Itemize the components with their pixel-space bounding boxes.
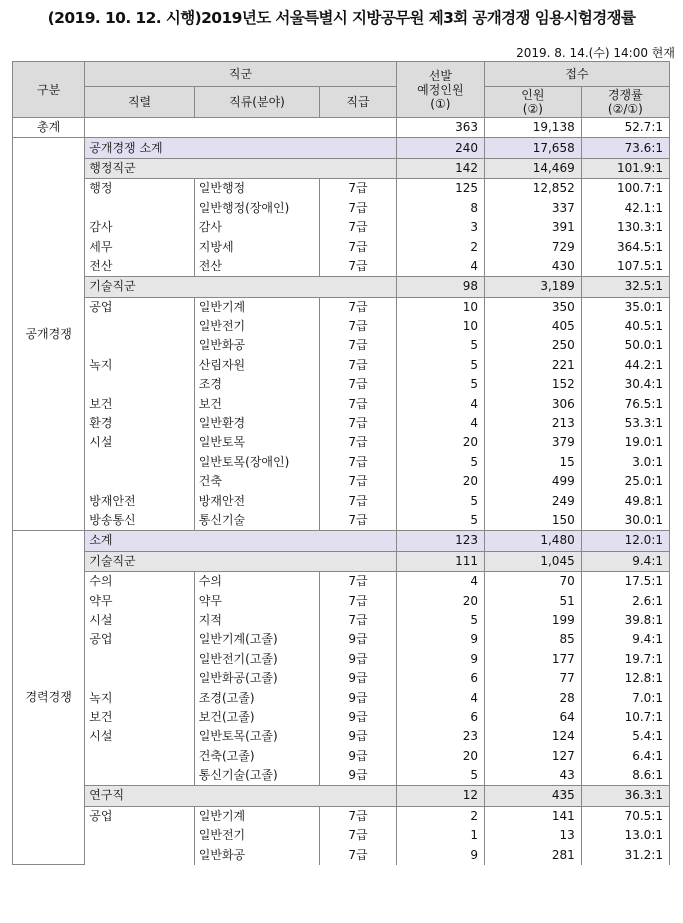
plan-cell: 5	[396, 511, 484, 531]
plan-cell: 363	[396, 118, 484, 138]
count-cell: 430	[484, 257, 581, 277]
count-cell: 15	[484, 453, 581, 472]
jikgeup-cell: 7급	[320, 591, 397, 610]
rate-cell: 10.7:1	[581, 708, 669, 727]
count-cell: 281	[484, 845, 581, 864]
jikryu-cell: 지방세	[194, 237, 319, 256]
jikryeol-cell: 수의	[85, 571, 195, 591]
jikgeup-cell: 9급	[320, 766, 397, 786]
table-row	[13, 375, 670, 394]
jikryeol-cell: 행정	[85, 179, 195, 199]
plan-cell: 10	[396, 317, 484, 336]
table-row	[13, 747, 670, 766]
header-jikryeol: 직렬	[85, 87, 195, 118]
report-date: 2019. 8. 14.(수) 14:00 현재	[516, 46, 675, 60]
table-row	[13, 317, 670, 336]
count-cell: 405	[484, 317, 581, 336]
jikryu-cell: 일반화공	[194, 336, 319, 355]
rate-cell: 31.2:1	[581, 845, 669, 864]
jikgeup-cell: 7급	[320, 356, 397, 375]
jikgeup-cell: 7급	[320, 179, 397, 199]
plan-cell: 4	[396, 394, 484, 413]
table-row	[13, 708, 670, 727]
jikgeup-cell: 7급	[320, 394, 397, 413]
jikgeup-cell: 7급	[320, 433, 397, 452]
jikgeup-cell: 9급	[320, 747, 397, 766]
rate-cell: 53.3:1	[581, 414, 669, 433]
count-cell: 250	[484, 336, 581, 355]
rate-cell: 2.6:1	[581, 591, 669, 610]
count-cell: 3,189	[484, 277, 581, 297]
group-label: 경력경쟁	[13, 531, 85, 865]
plan-cell: 123	[396, 531, 484, 551]
jikgeup-cell: 9급	[320, 708, 397, 727]
count-cell: 213	[484, 414, 581, 433]
jikryeol-cell	[85, 747, 195, 766]
header-jikgeup: 직급	[320, 87, 397, 118]
plan-cell: 5	[396, 336, 484, 355]
jikryu-cell: 일반기계	[194, 297, 319, 317]
table-row	[13, 414, 670, 433]
jikryu-cell: 일반토목	[194, 433, 319, 452]
rate-cell: 49.8:1	[581, 491, 669, 510]
plan-cell: 2	[396, 806, 484, 826]
table-row	[13, 453, 670, 472]
row-label: 공개경쟁 소계	[85, 138, 396, 158]
jikryu-cell: 일반기계	[194, 806, 319, 826]
plan-cell: 20	[396, 433, 484, 452]
table-row	[13, 688, 670, 707]
header-jikgun: 직군	[85, 62, 396, 87]
jikryu-cell: 보건(고졸)	[194, 708, 319, 727]
count-cell: 221	[484, 356, 581, 375]
count-cell: 306	[484, 394, 581, 413]
jikgeup-cell: 7급	[320, 826, 397, 845]
table-row	[13, 118, 670, 138]
jikryu-cell: 감사	[194, 218, 319, 237]
count-cell: 13	[484, 826, 581, 845]
count-cell: 499	[484, 472, 581, 491]
table-row	[13, 218, 670, 237]
table-row	[13, 237, 670, 256]
jikryu-cell: 일반행정(장애인)	[194, 199, 319, 218]
count-cell: 177	[484, 650, 581, 669]
count-cell: 51	[484, 591, 581, 610]
jikryeol-cell	[85, 669, 195, 688]
jikryeol-cell: 녹지	[85, 688, 195, 707]
header-jikryu: 직류(분야)	[194, 87, 319, 118]
rate-cell: 52.7:1	[581, 118, 669, 138]
jikgeup-cell: 7급	[320, 491, 397, 510]
plan-cell: 5	[396, 356, 484, 375]
table-row	[13, 669, 670, 688]
jikgeup-cell: 7급	[320, 317, 397, 336]
count-cell: 1,480	[484, 531, 581, 551]
row-spacer	[85, 118, 396, 138]
jikgeup-cell: 9급	[320, 669, 397, 688]
jikryeol-cell	[85, 472, 195, 491]
rate-cell: 9.4:1	[581, 630, 669, 649]
jikryeol-cell	[85, 826, 195, 845]
table-row	[13, 433, 670, 452]
jikryeol-cell: 방재안전	[85, 491, 195, 510]
table-row	[13, 826, 670, 845]
rate-cell: 7.0:1	[581, 688, 669, 707]
table-row	[13, 336, 670, 355]
row-label: 연구직	[85, 786, 396, 806]
table-row	[13, 297, 670, 317]
rate-cell: 70.5:1	[581, 806, 669, 826]
table-row	[13, 472, 670, 491]
rate-cell: 9.4:1	[581, 551, 669, 571]
count-cell: 12,852	[484, 179, 581, 199]
jikryu-cell: 전산	[194, 257, 319, 277]
table-row	[13, 727, 670, 746]
count-cell: 391	[484, 218, 581, 237]
count-cell: 28	[484, 688, 581, 707]
rate-cell: 19.0:1	[581, 433, 669, 452]
jikryeol-cell	[85, 650, 195, 669]
plan-cell: 111	[396, 551, 484, 571]
plan-cell: 4	[396, 257, 484, 277]
competition-rate-table	[12, 61, 670, 865]
plan-cell: 125	[396, 179, 484, 199]
jikgeup-cell: 9급	[320, 630, 397, 649]
jikgeup-cell: 7급	[320, 806, 397, 826]
jikryeol-cell	[85, 453, 195, 472]
table-row	[13, 766, 670, 786]
plan-cell: 2	[396, 237, 484, 256]
jikryeol-cell: 감사	[85, 218, 195, 237]
jikryu-cell: 일반환경	[194, 414, 319, 433]
jikryeol-cell: 공업	[85, 806, 195, 826]
jikryeol-cell	[85, 336, 195, 355]
plan-cell: 5	[396, 453, 484, 472]
table-row	[13, 277, 670, 297]
plan-cell: 4	[396, 414, 484, 433]
jikryeol-cell: 시설	[85, 611, 195, 630]
table-row	[13, 786, 670, 806]
jikryu-cell: 일반토목(고졸)	[194, 727, 319, 746]
plan-cell: 9	[396, 650, 484, 669]
table-row	[13, 806, 670, 826]
jikryu-cell: 일반기계(고졸)	[194, 630, 319, 649]
plan-cell: 5	[396, 375, 484, 394]
jikryeol-cell	[85, 317, 195, 336]
rate-cell: 36.3:1	[581, 786, 669, 806]
jikryeol-cell	[85, 199, 195, 218]
table-row	[13, 158, 670, 178]
rate-cell: 13.0:1	[581, 826, 669, 845]
table-row	[13, 511, 670, 531]
count-cell: 19,138	[484, 118, 581, 138]
group-label: 공개경쟁	[13, 138, 85, 531]
count-cell: 70	[484, 571, 581, 591]
jikryu-cell: 조경	[194, 375, 319, 394]
count-cell: 141	[484, 806, 581, 826]
rate-cell: 40.5:1	[581, 317, 669, 336]
jikryu-cell: 수의	[194, 571, 319, 591]
jikryeol-cell: 공업	[85, 297, 195, 317]
jikryu-cell: 약무	[194, 591, 319, 610]
rate-cell: 25.0:1	[581, 472, 669, 491]
jikryeol-cell: 약무	[85, 591, 195, 610]
jikgeup-cell: 7급	[320, 511, 397, 531]
table-row	[13, 611, 670, 630]
plan-cell: 5	[396, 766, 484, 786]
jikgeup-cell: 9급	[320, 688, 397, 707]
jikryu-cell: 일반전기	[194, 317, 319, 336]
plan-cell: 20	[396, 747, 484, 766]
table-body	[13, 118, 670, 865]
table-row	[13, 179, 670, 199]
jikgeup-cell: 7급	[320, 571, 397, 591]
header-jeopsu: 접수	[484, 62, 669, 87]
jikgeup-cell: 7급	[320, 453, 397, 472]
plan-cell: 5	[396, 491, 484, 510]
plan-cell: 6	[396, 669, 484, 688]
jikgeup-cell: 7급	[320, 611, 397, 630]
row-label: 기술직군	[85, 277, 396, 297]
jikryu-cell: 일반화공(고졸)	[194, 669, 319, 688]
rate-cell: 107.5:1	[581, 257, 669, 277]
jikgeup-cell: 7급	[320, 414, 397, 433]
jikryeol-cell: 전산	[85, 257, 195, 277]
table-row	[13, 845, 670, 864]
rate-cell: 42.1:1	[581, 199, 669, 218]
header-inwon: 인원 (②)	[484, 87, 581, 118]
plan-cell: 4	[396, 688, 484, 707]
jikgeup-cell: 7급	[320, 375, 397, 394]
count-cell: 64	[484, 708, 581, 727]
table-row	[13, 650, 670, 669]
jikryeol-cell: 공업	[85, 630, 195, 649]
header-rate: 경쟁률 (②/①)	[581, 87, 669, 118]
jikryu-cell: 통신기술(고졸)	[194, 766, 319, 786]
jikryeol-cell: 환경	[85, 414, 195, 433]
jikryeol-cell: 시설	[85, 433, 195, 452]
rate-cell: 30.4:1	[581, 375, 669, 394]
jikryeol-cell: 세무	[85, 237, 195, 256]
jikgeup-cell: 9급	[320, 727, 397, 746]
rate-cell: 5.4:1	[581, 727, 669, 746]
jikryeol-cell	[85, 375, 195, 394]
count-cell: 249	[484, 491, 581, 510]
count-cell: 127	[484, 747, 581, 766]
jikgeup-cell: 7급	[320, 845, 397, 864]
jikryeol-cell: 녹지	[85, 356, 195, 375]
jikryu-cell: 일반토목(장애인)	[194, 453, 319, 472]
table-row	[13, 491, 670, 510]
rate-cell: 6.4:1	[581, 747, 669, 766]
rate-cell: 32.5:1	[581, 277, 669, 297]
table-row	[13, 394, 670, 413]
row-label: 소계	[85, 531, 396, 551]
plan-cell: 10	[396, 297, 484, 317]
rate-cell: 3.0:1	[581, 453, 669, 472]
row-label: 행정직군	[85, 158, 396, 178]
count-cell: 152	[484, 375, 581, 394]
jikgeup-cell: 7급	[320, 199, 397, 218]
rate-cell: 39.8:1	[581, 611, 669, 630]
count-cell: 350	[484, 297, 581, 317]
plan-cell: 20	[396, 591, 484, 610]
jikryu-cell: 일반전기(고졸)	[194, 650, 319, 669]
plan-cell: 1	[396, 826, 484, 845]
count-cell: 124	[484, 727, 581, 746]
count-cell: 199	[484, 611, 581, 630]
jikryeol-cell: 보건	[85, 394, 195, 413]
count-cell: 17,658	[484, 138, 581, 158]
rate-cell: 73.6:1	[581, 138, 669, 158]
table-row	[13, 199, 670, 218]
table-row	[13, 571, 670, 591]
header-seonbal: 선발 예정인원 (①)	[396, 62, 484, 118]
count-cell: 379	[484, 433, 581, 452]
rate-cell: 12.8:1	[581, 669, 669, 688]
plan-cell: 8	[396, 199, 484, 218]
jikryu-cell: 건축(고졸)	[194, 747, 319, 766]
rate-cell: 50.0:1	[581, 336, 669, 355]
plan-cell: 240	[396, 138, 484, 158]
jikryu-cell: 방재안전	[194, 491, 319, 510]
jikgeup-cell: 7급	[320, 257, 397, 277]
row-label: 총계	[13, 118, 85, 138]
jikryu-cell: 통신기술	[194, 511, 319, 531]
count-cell: 43	[484, 766, 581, 786]
count-cell: 337	[484, 199, 581, 218]
count-cell: 77	[484, 669, 581, 688]
plan-cell: 4	[396, 571, 484, 591]
jikryu-cell: 산림자원	[194, 356, 319, 375]
jikgeup-cell: 7급	[320, 237, 397, 256]
jikgeup-cell: 9급	[320, 650, 397, 669]
count-cell: 435	[484, 786, 581, 806]
jikgeup-cell: 7급	[320, 218, 397, 237]
plan-cell: 9	[396, 630, 484, 649]
rate-cell: 130.3:1	[581, 218, 669, 237]
header-gubun: 구분	[13, 62, 85, 118]
row-label: 기술직군	[85, 551, 396, 571]
rate-cell: 8.6:1	[581, 766, 669, 786]
rate-cell: 12.0:1	[581, 531, 669, 551]
jikryu-cell: 일반전기	[194, 826, 319, 845]
plan-cell: 12	[396, 786, 484, 806]
jikryeol-cell: 시설	[85, 727, 195, 746]
jikryeol-cell: 방송통신	[85, 511, 195, 531]
table-row	[13, 531, 670, 551]
table-row	[13, 630, 670, 649]
count-cell: 85	[484, 630, 581, 649]
rate-cell: 101.9:1	[581, 158, 669, 178]
jikryu-cell: 일반화공	[194, 845, 319, 864]
rate-cell: 35.0:1	[581, 297, 669, 317]
rate-cell: 17.5:1	[581, 571, 669, 591]
jikryeol-cell: 보건	[85, 708, 195, 727]
plan-cell: 23	[396, 727, 484, 746]
count-cell: 729	[484, 237, 581, 256]
rate-cell: 100.7:1	[581, 179, 669, 199]
count-cell: 150	[484, 511, 581, 531]
jikryu-cell: 지적	[194, 611, 319, 630]
plan-cell: 142	[396, 158, 484, 178]
rate-cell: 30.0:1	[581, 511, 669, 531]
plan-cell: 98	[396, 277, 484, 297]
rate-cell: 44.2:1	[581, 356, 669, 375]
jikryu-cell: 일반행정	[194, 179, 319, 199]
jikryu-cell: 건축	[194, 472, 319, 491]
plan-cell: 5	[396, 611, 484, 630]
count-cell: 14,469	[484, 158, 581, 178]
jikgeup-cell: 7급	[320, 472, 397, 491]
jikgeup-cell: 7급	[320, 297, 397, 317]
table-row	[13, 257, 670, 277]
jikryeol-cell	[85, 845, 195, 864]
rate-cell: 76.5:1	[581, 394, 669, 413]
table-row	[13, 591, 670, 610]
jikryu-cell: 조경(고졸)	[194, 688, 319, 707]
rate-cell: 19.7:1	[581, 650, 669, 669]
page-title: (2019. 10. 12. 시행)2019년도 서울특별시 지방공무원 제3회 공개경쟁 임용시험경쟁률	[47, 9, 636, 27]
jikryu-cell: 보건	[194, 394, 319, 413]
plan-cell: 20	[396, 472, 484, 491]
table-row	[13, 356, 670, 375]
plan-cell: 9	[396, 845, 484, 864]
jikryeol-cell	[85, 766, 195, 786]
jikgeup-cell: 7급	[320, 336, 397, 355]
table-row	[13, 551, 670, 571]
plan-cell: 3	[396, 218, 484, 237]
rate-cell: 364.5:1	[581, 237, 669, 256]
table-row	[13, 138, 670, 158]
count-cell: 1,045	[484, 551, 581, 571]
plan-cell: 6	[396, 708, 484, 727]
